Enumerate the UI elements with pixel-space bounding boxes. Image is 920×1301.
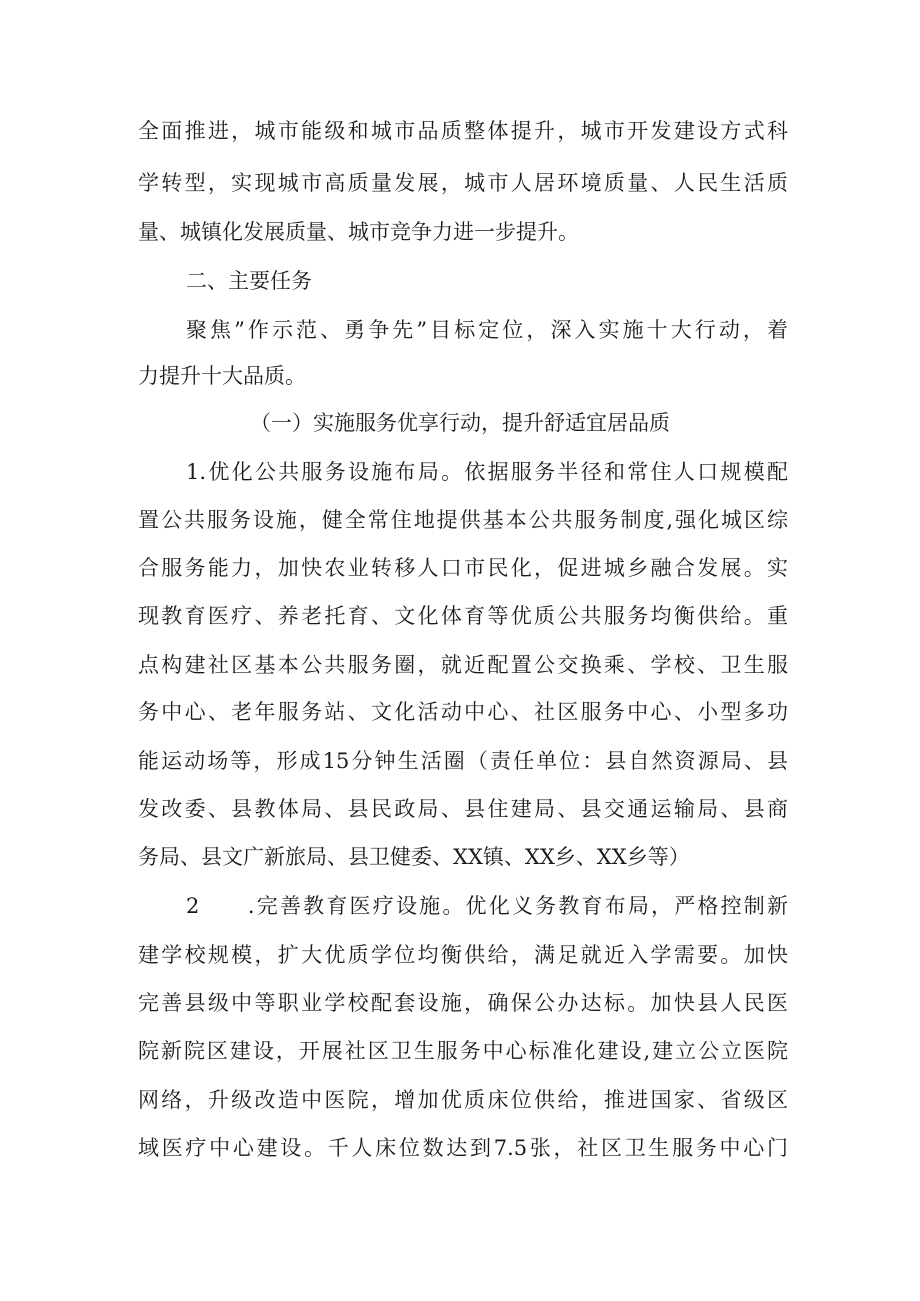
text-line: 学转型，实现城市高质量发展，城市人居环境质量、人民生活质 <box>138 171 788 195</box>
text-line: 网络，升级改造中医院，增加优质床位供给，推进国家、省级区 <box>138 1088 788 1112</box>
text-line: 聚焦”作示范、勇争先”目标定位，深入实施十大行动，着 <box>186 318 788 342</box>
text-line: 力提升十大品质。 <box>138 364 306 388</box>
text-line: 置公共服务设施，健全常住地提供基本公共服务制度,强化城区综 <box>138 508 788 532</box>
text-line: 合服务能力，加快农业转移人口市民化，促进城乡融合发展。实 <box>138 556 788 580</box>
text-line: 院新院区建设，开展社区卫生服务中心标准化建设,建立公立医院 <box>138 1039 788 1063</box>
text-line: 1.优化公共服务设施布局。依据服务半径和常住人口规模配 <box>186 460 788 484</box>
text-line: 域医疗中心建设。千人床位数达到7.5张，社区卫生服务中心门 <box>138 1136 788 1160</box>
text-line: 2 .完善教育医疗设施。优化义务教育布局，严格控制新 <box>186 894 788 918</box>
text-line: 务局、县文广新旅局、县卫健委、XX镇、XX乡、XX乡等） <box>138 845 690 869</box>
subsection-heading: （一）实施服务优享行动，提升舒适宜居品质 <box>250 411 670 435</box>
text-line: 现教育医疗、养老托育、文化体育等优质公共服务均衡供给。重 <box>138 604 788 628</box>
text-line: 全面推进，城市能级和城市品质整体提升，城市开发建设方式科 <box>138 119 788 143</box>
text-line: 量、城镇化发展质量、城市竞争力进一步提升。 <box>138 220 579 244</box>
text-line: 务中心、老年服务站、文化活动中心、社区服务中心、小型多功 <box>138 700 788 724</box>
text-line: 发改委、县教体局、县民政局、县住建局、县交通运输局、县商 <box>138 797 788 821</box>
text-line: 建学校规模，扩大优质学位均衡供给，满足就近入学需要。加快 <box>138 943 788 967</box>
text-line: 能运动场等，形成15分钟生活圈（责任单位：县自然资源局、县 <box>138 749 788 773</box>
text-line: 点构建社区基本公共服务圈，就近配置公交换乘、学校、卫生服 <box>138 653 788 677</box>
text-line: 完善县级中等职业学校配套设施，确保公办达标。加快县人民医 <box>138 991 788 1015</box>
section-heading: 二、主要任务 <box>186 269 312 293</box>
